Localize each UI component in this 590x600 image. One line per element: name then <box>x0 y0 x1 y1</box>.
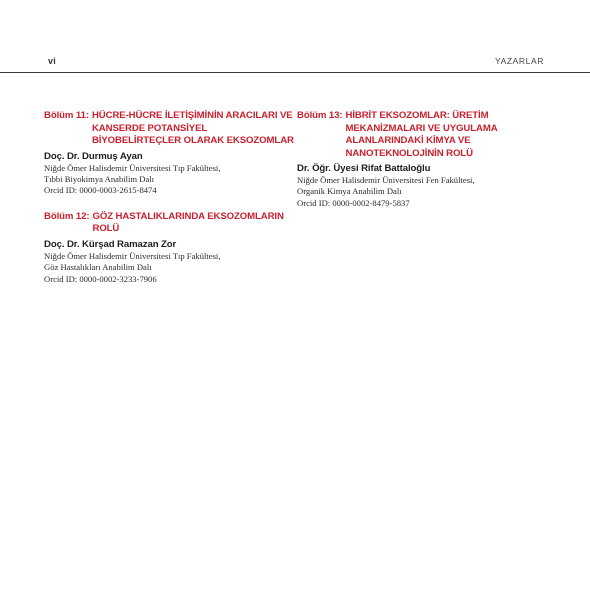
left-column <box>44 110 294 299</box>
chapter-label: Bölüm 13: <box>297 110 343 121</box>
author-entry-chapter-12 <box>44 211 294 285</box>
affiliation-line: Niğde Ömer Halisdemir Üniversitesi Tıp Fakültesi, <box>44 162 221 173</box>
orcid-line: Orcid ID: 0000-0002-3233-7906 <box>44 273 157 284</box>
header-divider <box>0 72 590 73</box>
author-name: Dr. Öğr. Üyesi Rifat Battaloğlu <box>297 163 431 174</box>
affiliation-line: Niğde Ömer Halisdemir Üniversitesi Tıp Fakültesi, <box>44 250 221 261</box>
chapter-title: HİBRİT EKSOZOMLAR: ÜRETİM MEKANİZMALARI VE UYGULAMA ALANLARINDAKİ KİMYA VE NANOTEKNOLOJİNİN ROLÜ <box>345 110 498 159</box>
affiliation-line: Niğde Ömer Halisdemir Üniversitesi Fen Fakültesi, <box>297 175 475 185</box>
affiliation-line: Göz Hastalıkları Anabilim Dalı <box>44 262 152 273</box>
chapter-heading <box>44 211 294 236</box>
affiliation-line: Tıbbi Biyokimya Anabilim Dalı <box>44 173 155 184</box>
page-number: vi <box>48 56 56 66</box>
author-entry-chapter-11 <box>44 110 294 197</box>
author-name: Doç. Dr. Kürşad Ramazan Zor <box>44 238 177 250</box>
orcid-line: Orcid ID: 0000-0003-2615-8474 <box>44 185 157 196</box>
chapter-label: Bölüm 11: <box>44 110 89 121</box>
author-entry-chapter-13 <box>297 110 547 209</box>
chapter-title: HÜCRE-HÜCRE İLETİŞİMİNİN ARACILARI VE KANSERDE POTANSİYEL BİYOBELİRTEÇLER OLARAK EKSOZOMLAR <box>91 110 294 146</box>
author-name: Doç. Dr. Durmuş Ayan <box>44 150 143 162</box>
chapter-heading <box>297 110 547 160</box>
page-header <box>44 56 546 70</box>
chapter-title: GÖZ HASTALIKLARINDA EKSOZOMLARIN ROLÜ <box>92 210 284 235</box>
running-head: YAZARLAR <box>494 56 544 66</box>
orcid-line: Orcid ID: 0000-0002-8479-5837 <box>297 197 410 208</box>
chapter-heading <box>44 110 294 148</box>
chapter-label: Bölüm 12: <box>44 210 90 222</box>
right-column <box>297 110 547 223</box>
affiliation-line: Organik Kimya Anabilim Dalı <box>297 186 402 197</box>
